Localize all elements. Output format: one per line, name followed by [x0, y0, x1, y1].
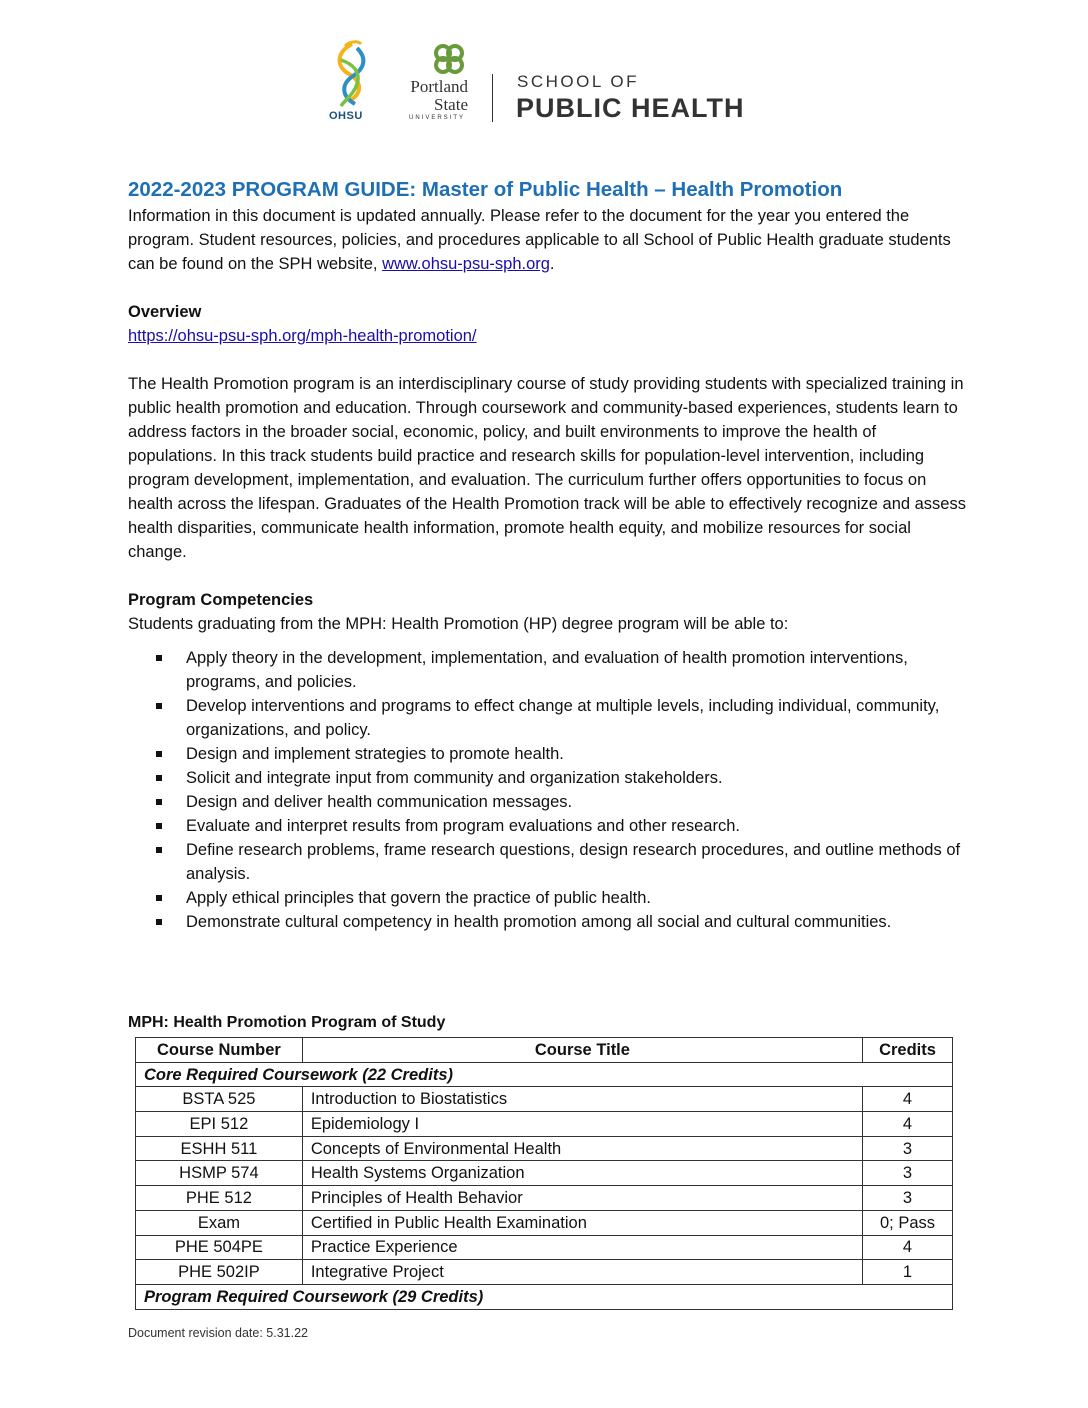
- list-item: Evaluate and interpret results from program evaluations and other research.: [186, 814, 968, 838]
- course-number: ESHH 511: [136, 1136, 303, 1161]
- course-credits: 3: [863, 1161, 953, 1186]
- program-of-study-table: [135, 1037, 953, 1310]
- sph-website-link[interactable]: www.ohsu-psu-sph.org: [382, 255, 550, 273]
- list-item: Apply ethical principles that govern the practice of public health.: [186, 886, 968, 910]
- list-item: Define research problems, frame research questions, design research procedures, and outline methods of analysis.: [186, 838, 968, 886]
- section-row: [136, 1062, 953, 1087]
- table-row: [136, 1087, 953, 1112]
- header-divider: [492, 74, 493, 122]
- header-course-number: Course Number: [136, 1038, 303, 1063]
- list-item: Develop interventions and programs to effect change at multiple levels, including individual, community, organizations, and policy.: [186, 694, 968, 742]
- table-row: [136, 1136, 953, 1161]
- course-title: Epidemiology I: [302, 1112, 862, 1137]
- course-title: Certified in Public Health Examination: [302, 1210, 862, 1235]
- revision-date: Document revision date: 5.31.22: [128, 1326, 308, 1340]
- section-program: Program Required Coursework (29 Credits): [136, 1284, 953, 1309]
- psu-logo-icon: [430, 40, 468, 78]
- course-credits: 4: [863, 1112, 953, 1137]
- course-title: Concepts of Environmental Health: [302, 1136, 862, 1161]
- course-credits: 4: [863, 1087, 953, 1112]
- course-credits: 1: [863, 1260, 953, 1285]
- ohsu-label: OHSU: [329, 110, 363, 122]
- competencies-intro: Students graduating from the MPH: Health Promotion (HP) degree program will be able to:: [128, 615, 789, 633]
- school-of-label: SCHOOL OF: [517, 72, 639, 91]
- table-row: [136, 1112, 953, 1137]
- document-body: [128, 176, 968, 934]
- header-course-title: Course Title: [302, 1038, 862, 1063]
- course-number: PHE 512: [136, 1186, 303, 1211]
- psu-name-line1: Portland: [410, 77, 468, 96]
- list-item: Design and implement strategies to promote health.: [186, 742, 968, 766]
- course-credits: 4: [863, 1235, 953, 1260]
- course-number: EPI 512: [136, 1112, 303, 1137]
- intro-end: .: [549, 255, 555, 273]
- course-title: Principles of Health Behavior: [302, 1186, 862, 1211]
- header-credits: Credits: [863, 1038, 953, 1063]
- table-row: [136, 1210, 953, 1235]
- psu-name-line2: State: [434, 95, 468, 114]
- intro-text: Information in this document is updated annually. Please refer to the document for the year you entered the program. Student resources, policies, and procedures applicable to all School of Public Health graduate students can be found on the SPH website,: [128, 207, 951, 273]
- list-item: Solicit and integrate input from community and organization stakeholders.: [186, 766, 968, 790]
- course-number: PHE 502IP: [136, 1260, 303, 1285]
- course-credits: 3: [863, 1186, 953, 1211]
- list-item: Design and deliver health communication messages.: [186, 790, 968, 814]
- table-row: [136, 1161, 953, 1186]
- list-item: Apply theory in the development, implementation, and evaluation of health promotion interventions, programs, and policies.: [186, 646, 968, 694]
- course-title: Integrative Project: [302, 1260, 862, 1285]
- table-title: MPH: Health Promotion Program of Study: [128, 1014, 446, 1031]
- table-row: [136, 1186, 953, 1211]
- course-credits: 0; Pass: [863, 1210, 953, 1235]
- public-health-label: PUBLIC HEALTH: [516, 93, 745, 123]
- competencies-heading: Program Competencies: [128, 591, 314, 609]
- overview-heading: Overview: [128, 303, 202, 321]
- course-title: Health Systems Organization: [302, 1161, 862, 1186]
- table-header-row: [136, 1038, 953, 1063]
- course-credits: 3: [863, 1136, 953, 1161]
- course-number: Exam: [136, 1210, 303, 1235]
- psu-sub-label: UNIVERSITY: [409, 115, 466, 121]
- section-core: Core Required Coursework (22 Credits): [136, 1062, 953, 1087]
- section-row: [136, 1284, 953, 1309]
- course-number: PHE 504PE: [136, 1235, 303, 1260]
- course-title: Introduction to Biostatistics: [302, 1087, 862, 1112]
- list-item: Demonstrate cultural competency in health promotion among all social and cultural communities.: [186, 910, 968, 934]
- overview-text: The Health Promotion program is an interdisciplinary course of study providing students with specialized training in public health promotion and education. Through coursework and community-based experiences, students learn to address factors in the broader social, economic, policy, and built environments to improve the health of populations. In this track students build practice and research skills for population-level intervention, including program development, implementation, and evaluation. The curriculum further offers opportunities to focus on health across the lifespan. Graduates of the Health Promotion track will be able to effectively recognize and assess health disparities, communicate health information, promote health equity, and mobilize resources for social change.: [128, 375, 966, 561]
- overview-link[interactable]: https://ohsu-psu-sph.org/mph-health-promotion/: [128, 327, 477, 345]
- course-title: Practice Experience: [302, 1235, 862, 1260]
- table-row: [136, 1260, 953, 1285]
- course-number: BSTA 525: [136, 1087, 303, 1112]
- table-row: [136, 1235, 953, 1260]
- course-number: HSMP 574: [136, 1161, 303, 1186]
- psu-name: [398, 78, 468, 114]
- competencies-list: [128, 646, 968, 934]
- page-header: [0, 38, 1088, 128]
- page-title: 2022-2023 PROGRAM GUIDE: Master of Public Health – Health Promotion: [128, 178, 843, 201]
- intro-paragraph: [128, 204, 968, 276]
